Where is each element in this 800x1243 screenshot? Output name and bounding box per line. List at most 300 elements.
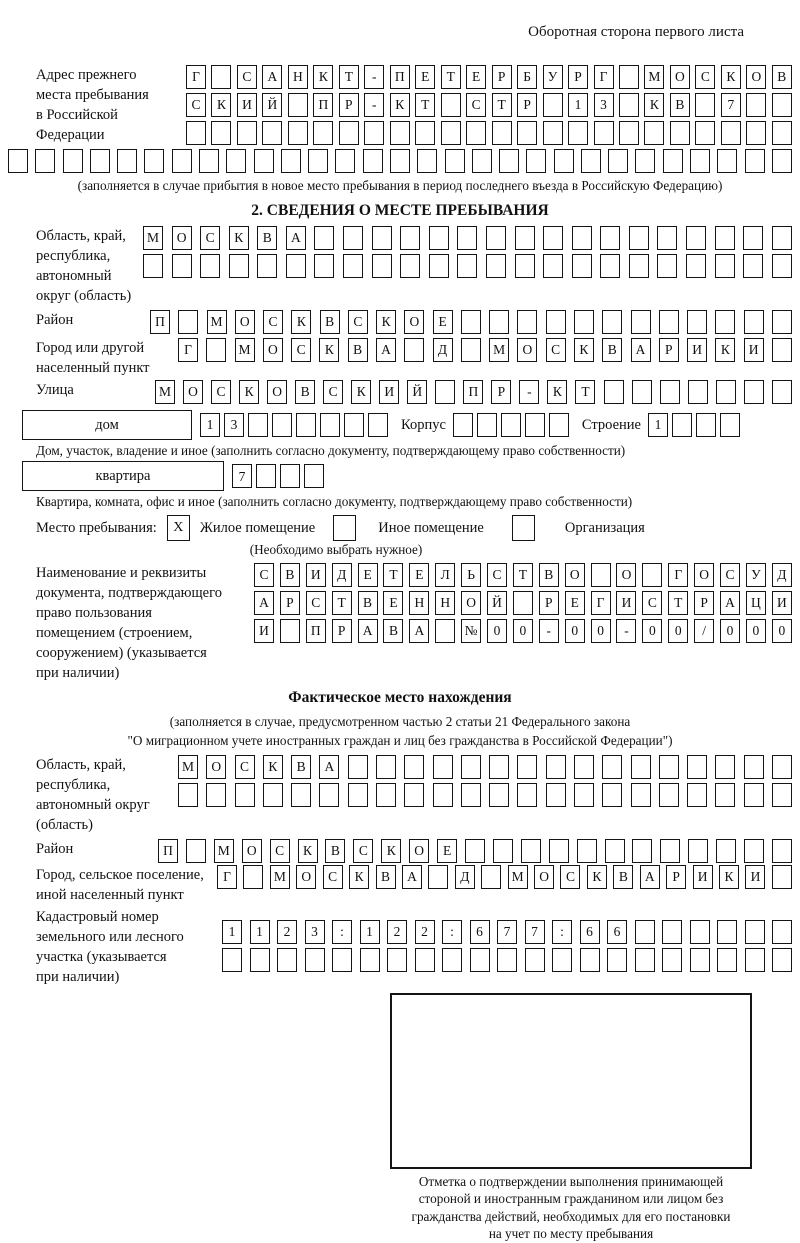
house-note: Дом, участок, владение и иное (заполнить согласно документу, подтверждающему право собственности) <box>36 443 626 459</box>
char-cell: 7 <box>497 920 517 944</box>
char-cell: В <box>325 839 345 863</box>
char-cell <box>314 254 334 278</box>
stamp-note <box>321 1173 800 1243</box>
char-cell <box>404 755 424 779</box>
char-cell <box>35 149 55 173</box>
label-line: участка (указывается <box>36 948 167 965</box>
char-cell: К <box>587 865 607 889</box>
stay-type-row <box>36 515 792 541</box>
char-cell <box>525 413 545 437</box>
char-cell: К <box>298 839 318 863</box>
char-cell <box>772 920 792 944</box>
char-cell: К <box>721 65 741 89</box>
char-cell: Е <box>433 310 453 334</box>
char-cell <box>716 839 736 863</box>
char-cell <box>772 865 792 889</box>
char-cell: Д <box>433 338 453 362</box>
label-line: округ (область) <box>36 288 132 305</box>
actual-city-label <box>36 865 217 905</box>
char-row <box>186 65 792 89</box>
char-cell <box>90 149 110 173</box>
char-cell: С <box>306 591 326 615</box>
char-cell: 3 <box>594 93 614 117</box>
char-cell: С <box>323 865 343 889</box>
actual-city-field <box>36 865 792 905</box>
char-cell: Н <box>288 65 308 89</box>
char-cell <box>746 121 766 145</box>
char-cell <box>344 413 364 437</box>
confirmation-stamp-box <box>390 993 752 1169</box>
char-cell <box>631 310 651 334</box>
char-cell: М <box>178 755 198 779</box>
char-cell <box>743 254 763 278</box>
char-cell <box>687 755 707 779</box>
char-cell <box>339 121 359 145</box>
char-cell <box>696 413 716 437</box>
char-cell <box>605 839 625 863</box>
char-cell <box>721 121 741 145</box>
char-cell <box>360 948 380 972</box>
char-cell: Т <box>339 65 359 89</box>
char-cell: - <box>364 65 384 89</box>
char-cell: Г <box>668 563 688 587</box>
char-cell: Г <box>217 865 237 889</box>
char-cell <box>433 755 453 779</box>
char-row <box>143 254 792 278</box>
char-cell <box>657 254 677 278</box>
char-cell <box>243 865 263 889</box>
house-row <box>22 410 792 440</box>
char-cell: И <box>772 591 792 615</box>
char-cell <box>549 413 569 437</box>
char-cell <box>715 755 735 779</box>
char-cell <box>715 254 735 278</box>
char-cell <box>229 254 249 278</box>
char-cell: А <box>631 338 651 362</box>
char-cell <box>470 948 490 972</box>
char-cell: 1 <box>568 93 588 117</box>
city-label <box>36 338 178 378</box>
char-cell <box>591 563 611 587</box>
char-cell: С <box>211 380 231 404</box>
char-row <box>186 93 792 117</box>
char-cell: А <box>358 619 378 643</box>
char-cell: В <box>295 380 315 404</box>
char-cell <box>472 149 492 173</box>
label-line: в Российской <box>36 107 118 123</box>
char-cell <box>525 948 545 972</box>
char-cell: 1 <box>360 920 380 944</box>
char-row <box>186 121 792 145</box>
char-cell <box>288 93 308 117</box>
char-cell <box>486 254 506 278</box>
char-cell: 0 <box>591 619 611 643</box>
char-cell <box>200 254 220 278</box>
char-cell <box>604 380 624 404</box>
char-cell: М <box>270 865 290 889</box>
char-cell: И <box>379 380 399 404</box>
char-cell <box>348 755 368 779</box>
char-cell <box>543 254 563 278</box>
char-cell <box>417 149 437 173</box>
char-cell <box>172 254 192 278</box>
char-row <box>254 563 792 587</box>
char-cell: П <box>463 380 483 404</box>
char-cell: Г <box>178 338 198 362</box>
label-line: Область, край, <box>36 756 126 773</box>
char-cell: Т <box>668 591 688 615</box>
char-cell: К <box>719 865 739 889</box>
char-cell: С <box>353 839 373 863</box>
char-cell: : <box>552 920 572 944</box>
char-cell: К <box>313 65 333 89</box>
char-cell <box>489 783 509 807</box>
char-cell <box>629 226 649 250</box>
char-cell <box>772 121 792 145</box>
char-cell: К <box>349 865 369 889</box>
label-line: при наличии) <box>36 968 120 985</box>
char-cell: С <box>642 591 662 615</box>
char-cell: О <box>235 310 255 334</box>
char-cell <box>493 839 513 863</box>
char-cell: О <box>263 338 283 362</box>
char-cell: Ц <box>746 591 766 615</box>
char-cell: Р <box>517 93 537 117</box>
char-cell <box>465 839 485 863</box>
char-cell <box>577 839 597 863</box>
char-cell <box>308 149 328 173</box>
char-cell <box>445 149 465 173</box>
char-cell <box>659 783 679 807</box>
char-cell: А <box>319 755 339 779</box>
char-cell <box>376 755 396 779</box>
char-cell: С <box>348 310 368 334</box>
char-cell <box>744 310 764 334</box>
char-cell <box>477 413 497 437</box>
char-cell <box>772 254 792 278</box>
char-cell <box>348 783 368 807</box>
char-cell <box>632 839 652 863</box>
label-line: документа, подтверждающего <box>36 584 222 601</box>
char-cell <box>492 121 512 145</box>
char-cell <box>186 839 206 863</box>
char-cell <box>178 783 198 807</box>
region-field <box>36 226 792 306</box>
char-cell <box>304 464 324 488</box>
char-cell <box>256 464 276 488</box>
char-cell <box>581 149 601 173</box>
char-row <box>254 619 792 643</box>
char-cell <box>363 149 383 173</box>
char-cell: № <box>461 619 481 643</box>
char-cell: С <box>560 865 580 889</box>
char-cell: С <box>695 65 715 89</box>
char-cell <box>211 121 231 145</box>
char-cell <box>515 226 535 250</box>
char-cell <box>248 413 268 437</box>
char-cell <box>552 948 572 972</box>
char-cell: О <box>206 755 226 779</box>
char-cell <box>629 254 649 278</box>
char-cell <box>644 121 664 145</box>
char-cell <box>291 783 311 807</box>
char-cell <box>543 121 563 145</box>
actual-location-section <box>36 755 792 1243</box>
char-cell <box>199 149 219 173</box>
char-cell: Д <box>772 563 792 587</box>
char-cell: 0 <box>746 619 766 643</box>
char-cell <box>442 948 462 972</box>
prev-address-section <box>36 65 792 194</box>
label-line: Город, сельское поселение, <box>36 866 204 883</box>
char-cell: О <box>404 310 424 334</box>
char-cell <box>415 121 435 145</box>
char-cell <box>716 380 736 404</box>
char-cell: В <box>772 65 792 89</box>
char-row <box>254 591 792 615</box>
char-cell: С <box>466 93 486 117</box>
char-cell: Д <box>332 563 352 587</box>
char-cell: В <box>280 563 300 587</box>
document-label <box>36 563 254 683</box>
char-cell: В <box>670 93 690 117</box>
char-cell: Б <box>517 65 537 89</box>
char-cell: Г <box>594 65 614 89</box>
char-cell <box>744 839 764 863</box>
char-cell <box>368 413 388 437</box>
char-cell: 6 <box>607 920 627 944</box>
label-line: сооружением) (указывается <box>36 644 207 661</box>
char-cell: Т <box>575 380 595 404</box>
label-line: Адрес прежнего <box>36 67 137 83</box>
char-cell: 1 <box>222 920 242 944</box>
char-cell: С <box>235 755 255 779</box>
char-cell: - <box>364 93 384 117</box>
char-cell <box>461 783 481 807</box>
apartment-box-label: квартира <box>22 461 224 491</box>
char-cell <box>546 755 566 779</box>
char-cell: Т <box>332 591 352 615</box>
char-cell <box>574 310 594 334</box>
char-cell <box>296 413 316 437</box>
char-cell: А <box>640 865 660 889</box>
char-cell <box>517 310 537 334</box>
district-label: Район <box>36 312 74 329</box>
char-cell <box>515 254 535 278</box>
char-cell: И <box>693 865 713 889</box>
char-cell <box>686 254 706 278</box>
char-cell: Р <box>539 591 559 615</box>
char-cell: 2 <box>277 920 297 944</box>
char-cell <box>521 839 541 863</box>
char-cell <box>387 948 407 972</box>
char-cell: О <box>694 563 714 587</box>
char-cell: К <box>715 338 735 362</box>
char-cell <box>568 121 588 145</box>
char-cell <box>619 93 639 117</box>
actual-region-field <box>36 755 792 835</box>
char-cell <box>690 948 710 972</box>
char-row <box>222 920 792 944</box>
char-cell: С <box>720 563 740 587</box>
apartment-cells <box>232 464 328 488</box>
label-line: республика, <box>36 776 111 793</box>
char-cell: К <box>644 93 664 117</box>
char-cell <box>744 380 764 404</box>
char-cell: Т <box>415 93 435 117</box>
char-cell <box>400 254 420 278</box>
stay-type-checkbox-other <box>333 515 356 541</box>
char-cell: О <box>183 380 203 404</box>
actual-location-title: Фактическое место нахождения <box>288 688 512 706</box>
char-cell: И <box>306 563 326 587</box>
char-cell <box>453 413 473 437</box>
char-cell: В <box>383 619 403 643</box>
label-line: места пребывания <box>36 87 149 103</box>
stay-type-option-other: Иное помещение <box>378 519 484 536</box>
char-cell <box>314 226 334 250</box>
char-cell <box>600 226 620 250</box>
char-cell: 0 <box>772 619 792 643</box>
char-cell <box>690 149 710 173</box>
char-cell: О <box>517 338 537 362</box>
char-cell <box>513 591 533 615</box>
char-cell <box>404 783 424 807</box>
char-cell <box>745 948 765 972</box>
char-cell <box>277 948 297 972</box>
char-cell: С <box>186 93 206 117</box>
char-cell: Ь <box>461 563 481 587</box>
char-cell <box>143 254 163 278</box>
char-cell <box>631 755 651 779</box>
char-cell <box>343 226 363 250</box>
char-cell: 7 <box>525 920 545 944</box>
char-cell <box>250 948 270 972</box>
prev-address-rows <box>186 65 792 145</box>
char-cell <box>657 226 677 250</box>
char-cell <box>517 783 537 807</box>
char-cell <box>461 310 481 334</box>
char-cell <box>717 948 737 972</box>
char-cell <box>642 563 662 587</box>
char-cell: М <box>235 338 255 362</box>
char-cell: 0 <box>720 619 740 643</box>
char-row <box>8 149 792 173</box>
char-cell <box>717 149 737 173</box>
char-cell <box>144 149 164 173</box>
label-line: республика, <box>36 248 111 265</box>
char-cell <box>237 121 257 145</box>
char-cell: О <box>172 226 192 250</box>
char-cell: Р <box>666 865 686 889</box>
char-cell: И <box>687 338 707 362</box>
char-cell <box>602 783 622 807</box>
char-cell: Й <box>262 93 282 117</box>
char-cell <box>660 839 680 863</box>
char-cell <box>631 783 651 807</box>
char-cell: А <box>720 591 740 615</box>
page-header: Оборотная сторона первого листа <box>528 24 744 40</box>
char-cell <box>546 783 566 807</box>
char-cell: П <box>158 839 178 863</box>
char-cell: С <box>323 380 343 404</box>
char-cell: Р <box>694 591 714 615</box>
char-cell <box>746 93 766 117</box>
char-cell <box>772 149 792 173</box>
char-cell <box>461 755 481 779</box>
char-cell: С <box>263 310 283 334</box>
char-cell <box>263 783 283 807</box>
char-cell <box>343 254 363 278</box>
street-label: Улица <box>36 382 74 399</box>
char-cell <box>574 783 594 807</box>
char-cell: Р <box>568 65 588 89</box>
char-cell: К <box>239 380 259 404</box>
char-cell <box>574 755 594 779</box>
char-cell <box>672 413 692 437</box>
label-line: на учет по месту пребывания <box>488 1226 654 1242</box>
char-cell: К <box>381 839 401 863</box>
char-cell <box>457 254 477 278</box>
district-field <box>36 310 792 334</box>
char-cell: К <box>390 93 410 117</box>
char-cell <box>8 149 28 173</box>
stay-type-checkbox-organization <box>512 515 535 541</box>
char-cell <box>772 783 792 807</box>
char-cell: К <box>547 380 567 404</box>
char-cell <box>619 65 639 89</box>
actual-district-label: Район <box>36 840 74 857</box>
char-cell <box>717 920 737 944</box>
char-cell: 2 <box>415 920 435 944</box>
char-cell: А <box>402 865 422 889</box>
actual-region-label <box>36 755 178 835</box>
char-cell <box>441 93 461 117</box>
label-line: Кадастровый номер <box>36 908 159 925</box>
char-cell <box>660 380 680 404</box>
char-cell <box>499 149 519 173</box>
char-cell: Р <box>332 619 352 643</box>
char-cell: И <box>745 865 765 889</box>
char-cell: П <box>306 619 326 643</box>
char-cell: 0 <box>513 619 533 643</box>
char-cell <box>281 149 301 173</box>
label-line: населенный пункт <box>36 360 150 377</box>
char-cell <box>226 149 246 173</box>
char-cell: О <box>409 839 429 863</box>
char-cell <box>690 920 710 944</box>
stroenie-label: Строение <box>581 416 641 433</box>
char-cell <box>688 839 708 863</box>
char-cell: Т <box>513 563 533 587</box>
char-cell: - <box>519 380 539 404</box>
char-cell <box>390 121 410 145</box>
char-cell <box>404 338 424 362</box>
label-line: автономный округ <box>36 796 150 813</box>
char-cell <box>461 338 481 362</box>
char-cell: К <box>291 310 311 334</box>
char-cell: : <box>332 920 352 944</box>
char-cell <box>235 783 255 807</box>
char-cell <box>744 783 764 807</box>
char-cell <box>772 948 792 972</box>
char-cell: А <box>286 226 306 250</box>
char-cell: П <box>313 93 333 117</box>
char-cell: 2 <box>387 920 407 944</box>
stay-type-note: (Необходимо выбрать нужное) <box>249 542 423 558</box>
char-cell: Р <box>280 591 300 615</box>
char-cell <box>543 93 563 117</box>
